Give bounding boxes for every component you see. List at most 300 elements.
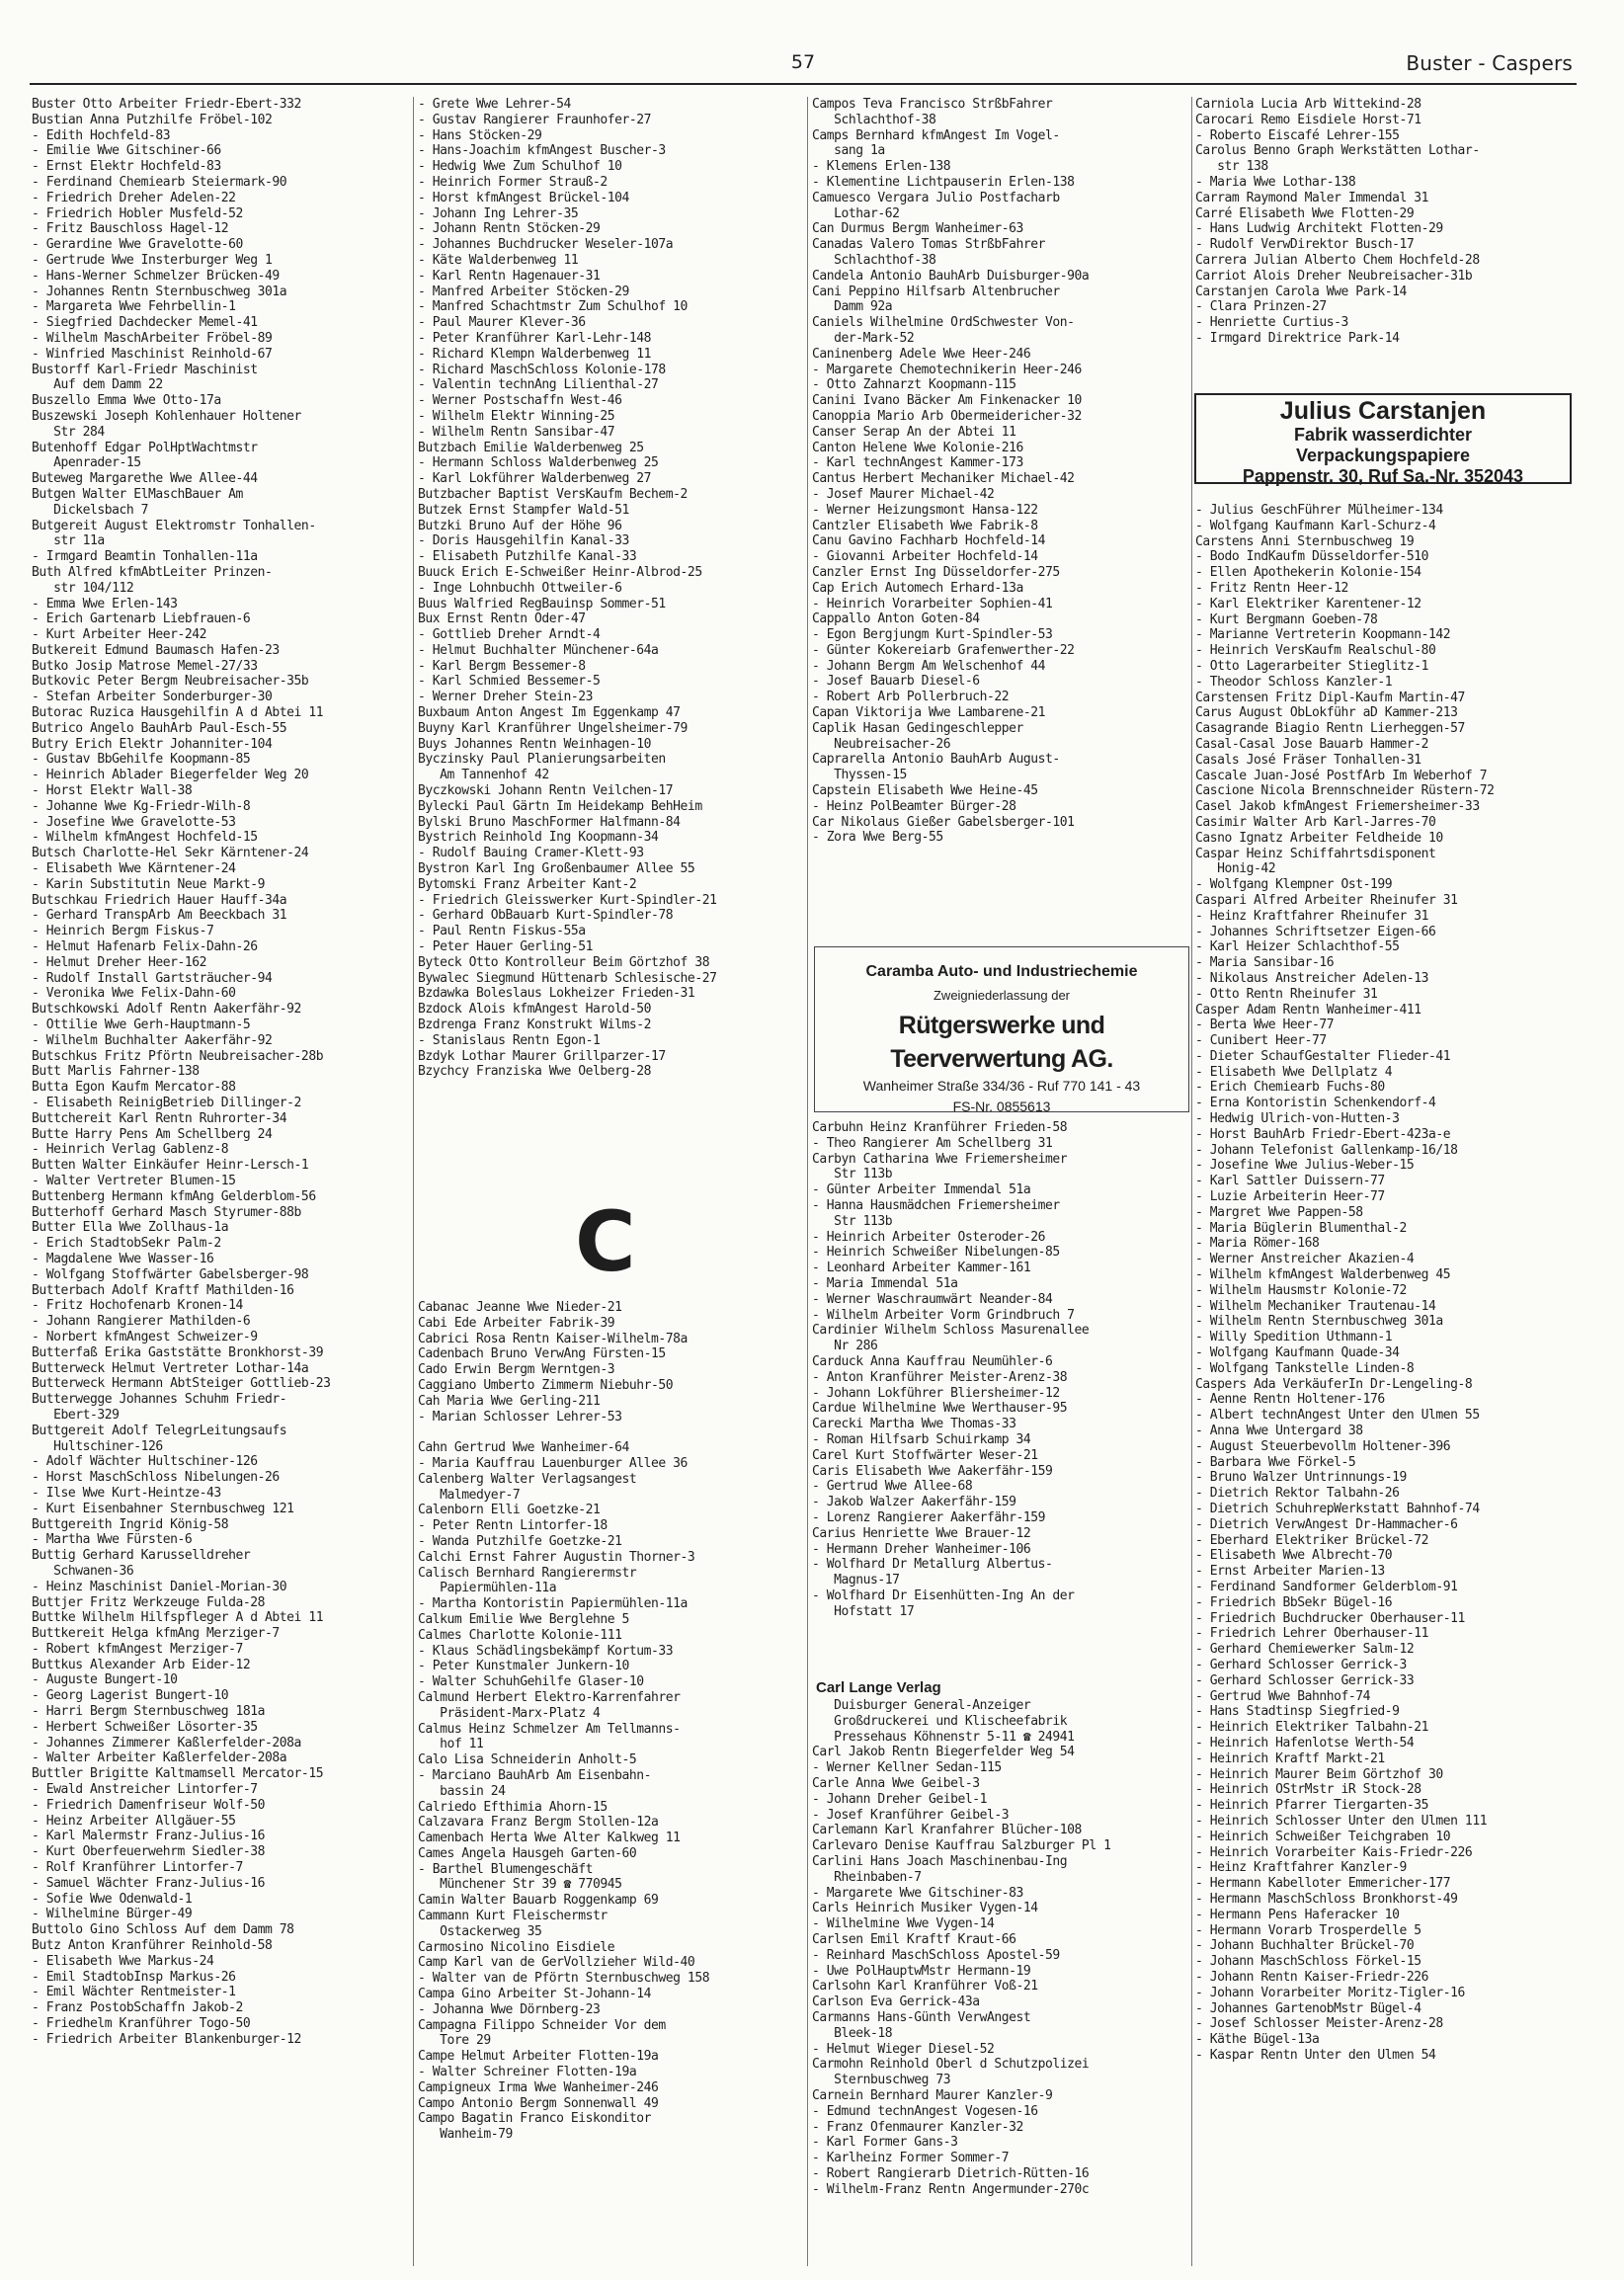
directory-entry: Candela Antonio BauhArb Duisburger-90a xyxy=(812,268,1090,284)
directory-entry: - Heinrich Schlosser Unter den Ulmen 111 xyxy=(1195,1813,1488,1829)
directory-entry: Bleek-18 xyxy=(812,2025,893,2041)
directory-entry: - Adolf Wächter Hultschiner-126 xyxy=(32,1454,258,1470)
directory-entry: - Wilhelm Rentn Sansibar-47 xyxy=(418,424,615,440)
directory-entry: Carlson Eva Gerrick-43a xyxy=(812,1995,980,2010)
directory-entry xyxy=(418,1425,805,1440)
directory-entry: Caspers Ada VerkäuferIn Dr-Lengeling-8 xyxy=(1195,1376,1473,1392)
directory-entry: Camps Bernhard kfmAngest Im Vogel- xyxy=(812,127,1060,143)
directory-entry: Großdruckerei und Klischeefabrik xyxy=(812,1713,1068,1729)
directory-entry: Buteweg Margarethe Wwe Allee-44 xyxy=(32,471,258,487)
directory-entry: Carrera Julian Alberto Chem Hochfeld-28 xyxy=(1195,252,1480,268)
directory-entry: - Heinrich Former Strauß-2 xyxy=(418,174,608,190)
directory-entry: Tore 29 xyxy=(418,2033,491,2049)
directory-entry: - Heinrich Maurer Beim Görtzhof 30 xyxy=(1195,1766,1443,1782)
directory-entry: - Wilhelm Elektr Winning-25 xyxy=(418,408,615,424)
directory-entry: - Willy Spedition Uthmann-1 xyxy=(1195,1330,1393,1345)
directory-entry: - Erich Chemiearb Fuchs-80 xyxy=(1195,1080,1385,1096)
directory-entry: - Paul Maurer Klever-36 xyxy=(418,315,586,331)
directory-entry: - Margarete Chemotechnikerin Heer-246 xyxy=(812,362,1082,377)
directory-entry: - Friedrich BbSekr Bügel-16 xyxy=(1195,1594,1393,1610)
directory-entry: Buth Alfred kfmAbtLeiter Prinzen- xyxy=(32,564,273,580)
directory-entry: Schlachthof-38 xyxy=(812,252,936,268)
directory-column-3-lange xyxy=(812,1698,1191,2270)
directory-entry: Canzler Ernst Ing Düsseldorfer-275 xyxy=(812,564,1060,580)
directory-entry: - Heinz Kraftfahrer Rheinufer 31 xyxy=(1195,908,1429,924)
directory-entry: - Ewald Anstreicher Lintorfer-7 xyxy=(32,1782,258,1798)
directory-entry: - Albert technAngest Unter den Ulmen 55 xyxy=(1195,1408,1480,1424)
directory-column-1 xyxy=(32,97,409,2270)
directory-entry: Butzbach Emilie Walderbenweg 25 xyxy=(418,440,644,455)
directory-entry: Caspar Heinz Schiffahrtsdisponent xyxy=(1195,846,1436,861)
directory-entry: Caprarella Antonio BauhArb August- xyxy=(812,752,1060,768)
directory-entry: Cascale Juan-José PostfArb Im Weberhof 7 xyxy=(1195,768,1488,783)
directory-entry: Butgereit August Elektromstr Tonhallen- xyxy=(32,518,316,533)
directory-entry: - Paul Rentn Fiskus-55a xyxy=(418,924,586,939)
directory-entry: Caplik Hasan Gedingeschlepper xyxy=(812,720,1023,736)
directory-entry: - Friedrich Damenfriseur Wolf-50 xyxy=(32,1797,266,1813)
directory-entry: Calenberg Walter Verlagsangest xyxy=(418,1471,637,1487)
publisher-heading: Carl Lange Verlag xyxy=(816,1679,941,1696)
directory-entry: Münchener Str 39 ☎ 770945 xyxy=(418,1877,622,1893)
directory-entry: - Heinrich Elektriker Talbahn-21 xyxy=(1195,1720,1429,1736)
directory-entry: Butta Egon Kaufm Mercator-88 xyxy=(32,1080,236,1096)
directory-entry: - Wilhelm kfmAngest Walderbenweg 45 xyxy=(1195,1267,1451,1283)
directory-entry: - Wilhelm kfmAngest Hochfeld-15 xyxy=(32,830,258,846)
directory-entry: Butterfaß Erika Gaststätte Bronkhorst-39 xyxy=(32,1344,324,1360)
directory-entry: - Barbara Wwe Förkel-5 xyxy=(1195,1454,1356,1470)
directory-entry: - Ottilie Wwe Gerh-Hauptmann-5 xyxy=(32,1018,251,1033)
directory-entry: Nr 286 xyxy=(812,1339,878,1354)
directory-entry: - Dietrich Rektor Talbahn-26 xyxy=(1195,1486,1400,1502)
directory-entry: - Sofie Wwe Odenwald-1 xyxy=(32,1891,193,1907)
directory-entry: Str 113b xyxy=(812,1213,893,1229)
directory-entry: - Ellen Apothekerin Kolonie-154 xyxy=(1195,565,1421,581)
directory-entry: Buttenberg Hermann kfmAng Gelderblom-56 xyxy=(32,1188,316,1204)
directory-entry: - Werner Kellner Sedan-115 xyxy=(812,1760,1002,1776)
directory-entry: Carl Jakob Rentn Biegerfelder Weg 54 xyxy=(812,1745,1075,1760)
directory-entry: Buttolo Gino Schloss Auf dem Damm 78 xyxy=(32,1922,294,1938)
directory-entry: - Johann Lokführer Bliersheimer-12 xyxy=(812,1385,1060,1401)
directory-entry: - Gottlieb Dreher Arndt-4 xyxy=(418,627,601,643)
directory-entry: - Wolfgang Klempner Ost-199 xyxy=(1195,877,1393,893)
directory-entry: - Heinrich Pfarrer Tiergarten-35 xyxy=(1195,1798,1429,1814)
directory-entry: - Johannes GartenobMstr Bügel-4 xyxy=(1195,2000,1421,2016)
directory-entry: - Richard Klempn Walderbenweg 11 xyxy=(418,346,652,362)
directory-entry: - Gerhard Chemiewerker Salm-12 xyxy=(1195,1642,1415,1658)
directory-entry: - Helmut Wieger Diesel-52 xyxy=(812,2041,995,2057)
directory-entry: - Stefan Arbeiter Sonderburger-30 xyxy=(32,690,273,705)
directory-entry: - Maria Römer-168 xyxy=(1195,1236,1320,1252)
directory-entry: - Winfried Maschinist Reinhold-67 xyxy=(32,346,273,362)
directory-entry: - Elisabeth ReinigBetrieb Dillinger-2 xyxy=(32,1096,301,1110)
directory-entry: - Maria Kauffrau Lauenburger Allee 36 xyxy=(418,1455,688,1471)
directory-entry: - Elisabeth Wwe Dellplatz 4 xyxy=(1195,1064,1393,1080)
directory-entry: - Walter Schreiner Flotten-19a xyxy=(418,2065,637,2080)
directory-entry: Bzdawka Boleslaus Lokheizer Frieden-31 xyxy=(418,986,695,1002)
directory-entry: - Wolfhard Dr Metallurg Albertus- xyxy=(812,1557,1053,1573)
directory-entry: Car Nikolaus Gießer Gabelsberger-101 xyxy=(812,814,1075,830)
directory-entry: - Horst kfmAngest Brückel-104 xyxy=(418,190,629,205)
directory-entry: - Robert Arb Pollerbruch-22 xyxy=(812,690,1010,705)
directory-entry: Butzki Bruno Auf der Höhe 96 xyxy=(418,518,622,533)
directory-entry: - Karl Malermstr Franz-Julius-16 xyxy=(32,1829,266,1844)
directory-entry: Cabrici Rosa Rentn Kaiser-Wilhelm-78a xyxy=(418,1331,688,1346)
directory-entry: - Johann Buchhalter Brückel-70 xyxy=(1195,1938,1415,1954)
directory-entry: Carolus Benno Graph Werkstätten Lothar- xyxy=(1195,143,1480,159)
directory-entry: Carstanjen Carola Wwe Park-14 xyxy=(1195,284,1407,299)
directory-entry: Byczkowski Johann Rentn Veilchen-17 xyxy=(418,783,674,799)
directory-entry: Butzek Ernst Stampfer Wald-51 xyxy=(418,502,629,518)
directory-entry: Cap Erich Automech Erhard-13a xyxy=(812,580,1023,596)
directory-entry: bassin 24 xyxy=(418,1783,506,1799)
directory-entry: Capan Viktorija Wwe Lambarene-21 xyxy=(812,705,1046,721)
directory-entry: Hofstatt 17 xyxy=(812,1603,915,1619)
directory-entry: Butrico Angelo BauhArb Paul-Esch-55 xyxy=(32,720,287,736)
directory-entry: Cantzler Elisabeth Wwe Fabrik-8 xyxy=(812,518,1038,533)
directory-entry: - Rudolf Bauing Cramer-Klett-93 xyxy=(418,846,644,861)
directory-entry: - Rolf Kranführer Lintorfer-7 xyxy=(32,1860,243,1876)
directory-entry: - Kaspar Rentn Unter den Ulmen 54 xyxy=(1195,2047,1436,2063)
directory-entry: Buszello Emma Wwe Otto-17a xyxy=(32,393,221,409)
directory-entry: - Karl Elektriker Karentener-12 xyxy=(1195,596,1421,611)
directory-entry: - Edmund technAngest Vogesen-16 xyxy=(812,2103,1038,2119)
directory-entry: - Maria Sansibar-16 xyxy=(1195,955,1335,971)
directory-entry: - Erna Kontoristin Schenkendorf-4 xyxy=(1195,1096,1436,1111)
directory-entry: - Karl Schmied Bessemer-5 xyxy=(418,674,601,690)
directory-entry: Campa Gino Arbeiter St-Johann-14 xyxy=(418,1987,652,2002)
directory-entry: Butter Ella Wwe Zollhaus-1a xyxy=(32,1220,229,1236)
directory-entry: - Clara Prinzen-27 xyxy=(1195,299,1327,315)
directory-entry: - Grete Wwe Lehrer-54 xyxy=(418,97,571,112)
directory-entry: - Siegfried Dachdecker Memel-41 xyxy=(32,315,258,331)
directory-entry: - Veronika Wwe Felix-Dahn-60 xyxy=(32,986,236,1002)
directory-entry: Butry Erich Elektr Johanniter-104 xyxy=(32,736,273,752)
directory-entry: Canadas Valero Tomas StrßbFahrer xyxy=(812,237,1046,253)
directory-entry: Caris Elisabeth Wwe Aakerfähr-159 xyxy=(812,1463,1053,1479)
directory-entry: Wanheim-79 xyxy=(418,2127,513,2143)
directory-entry: Cardinier Wilhelm Schloss Masurenallee xyxy=(812,1323,1090,1339)
directory-entry: - Friedrich Gleisswerker Kurt-Spindler-21 xyxy=(418,892,717,908)
directory-entry: - Fritz Bauschloss Hagel-12 xyxy=(32,221,229,237)
directory-entry: Byczinsky Paul Planierungsarbeiten xyxy=(418,752,666,768)
directory-entry: Buys Johannes Rentn Weinhagen-10 xyxy=(418,736,652,752)
directory-entry: - Helmut Hafenarb Felix-Dahn-26 xyxy=(32,939,258,955)
directory-entry: der-Mark-52 xyxy=(812,330,915,346)
directory-entry: Cardue Wilhelmine Wwe Werthauser-95 xyxy=(812,1401,1068,1417)
directory-entry: - Uwe PolHauptwMstr Hermann-19 xyxy=(812,1963,1031,1979)
directory-entry: Malmedyer-7 xyxy=(418,1487,521,1503)
directory-entry: - Hermann Vorarb Trosperdelle 5 xyxy=(1195,1922,1421,1938)
directory-entry: - Wilhelmine Wwe Vygen-14 xyxy=(812,1916,995,1932)
directory-entry: Carlsen Emil Kraftf Kraut-66 xyxy=(812,1931,1016,1947)
directory-entry: - Friedrich Dreher Adelen-22 xyxy=(32,190,236,205)
directory-entry: - Margret Wwe Pappen-58 xyxy=(1195,1204,1363,1220)
directory-entry: Cahn Gertrud Wwe Wanheimer-64 xyxy=(418,1440,629,1456)
directory-entry: - Martha Kontoristin Papiermühlen-11a xyxy=(418,1596,688,1612)
directory-entry: Hultschiner-126 xyxy=(32,1438,163,1454)
directory-entry: Calzavara Franz Bergm Stollen-12a xyxy=(418,1815,659,1831)
directory-entry: Butz Anton Kranführer Reinhold-58 xyxy=(32,1938,273,1954)
directory-entry: - Franz Ofenmaurer Kanzler-32 xyxy=(812,2119,1023,2135)
directory-entry: - Emil Wächter Rentmeister-1 xyxy=(32,1985,236,2000)
directory-entry: Carniola Lucia Arb Wittekind-28 xyxy=(1195,97,1421,112)
directory-entry: Butko Josip Matrose Memel-27/33 xyxy=(32,658,258,674)
directory-entry: - Hans-Werner Schmelzer Brücken-49 xyxy=(32,268,280,284)
directory-entry: - Hans Stadtinsp Siegfried-9 xyxy=(1195,1704,1400,1720)
column-divider xyxy=(1191,97,1192,2266)
directory-entry: - Karin Substitutin Neue Markt-9 xyxy=(32,876,266,892)
directory-entry: - Heinrich Schweißer Nibelungen-85 xyxy=(812,1245,1060,1261)
directory-entry: - Günter Kokereiarb Grafenwerther-22 xyxy=(812,642,1075,658)
directory-entry: Cantus Herbert Mechaniker Michael-42 xyxy=(812,471,1075,487)
directory-entry: - Josefine Wwe Julius-Weber-15 xyxy=(1195,1158,1415,1174)
directory-entry: Bzdock Alois kfmAngest Harold-50 xyxy=(418,1002,652,1018)
directory-entry: - Hermann MaschSchloss Bronkhorst-49 xyxy=(1195,1891,1458,1907)
directory-entry: Duisburger General-Anzeiger xyxy=(812,1698,1031,1713)
directory-entry: - Theodor Schloss Kanzler-1 xyxy=(1195,674,1393,690)
directory-entry: Camp Karl van de GerVollzieher Wild-40 xyxy=(418,1955,695,1971)
directory-entry: Ebert-329 xyxy=(32,1407,120,1423)
directory-entry: - Maria Büglerin Blumenthal-2 xyxy=(1195,1220,1407,1236)
directory-entry: - Josef Kranführer Geibel-3 xyxy=(812,1807,1010,1823)
directory-entry: - Marian Schlosser Lehrer-53 xyxy=(418,1409,622,1425)
directory-entry: - Horst Elektr Wall-38 xyxy=(32,783,193,799)
directory-entry: - Günter Arbeiter Immendal 51a xyxy=(812,1182,1031,1198)
directory-entry: - Werner Anstreicher Akazien-4 xyxy=(1195,1252,1415,1267)
directory-entry: Pressehaus Köhnenstr 5-11 ☎ 24941 xyxy=(812,1729,1075,1745)
directory-entry: - Klaus Schädlingsbekämpf Kortum-33 xyxy=(418,1643,674,1659)
directory-entry: - Doris Hausgehilfin Kanal-33 xyxy=(418,533,629,549)
directory-entry: Carecki Martha Wwe Thomas-33 xyxy=(812,1417,1016,1432)
directory-entry: Bylski Bruno MaschFormer Halfmann-84 xyxy=(418,814,681,830)
directory-entry: Butterweck Hermann AbtSteiger Gottlieb-23 xyxy=(32,1376,331,1392)
directory-entry: - Barthel Blumengeschäft xyxy=(418,1861,594,1877)
ad-line: Fabrik wasserdichter xyxy=(1293,425,1473,445)
directory-entry: - Karl Rentn Hagenauer-31 xyxy=(418,268,601,284)
directory-entry: - Inge Lohnbuchh Ottweiler-6 xyxy=(418,580,622,596)
directory-entry: Butt Marlis Fahrner-138 xyxy=(32,1064,200,1080)
directory-entry: Cabanac Jeanne Wwe Nieder-21 xyxy=(418,1300,622,1315)
directory-entry: - Giovanni Arbeiter Hochfeld-14 xyxy=(812,549,1038,565)
directory-entry: - Georg Lagerist Bungert-10 xyxy=(32,1688,229,1704)
directory-entry: - Elisabeth Putzhilfe Kanal-33 xyxy=(418,549,637,565)
directory-entry: - Kurt Arbeiter Heer-242 xyxy=(32,627,207,643)
directory-entry: - Ferdinand Chemiearb Steiermark-90 xyxy=(32,174,287,190)
directory-entry: - Walter van de Pförtn Sternbuschweg 158 xyxy=(418,1971,710,1987)
directory-entry: Casno Ignatz Arbeiter Feldheide 10 xyxy=(1195,830,1443,846)
directory-entry: - Edith Hochfeld-83 xyxy=(32,127,171,143)
directory-entry: Papiermühlen-11a xyxy=(418,1581,557,1596)
directory-entry: Calmes Charlotte Kolonie-111 xyxy=(418,1627,622,1643)
directory-entry: Neubreisacher-26 xyxy=(812,736,951,752)
directory-entry: - Walter Vertreter Blumen-15 xyxy=(32,1173,236,1188)
directory-entry: Str 113b xyxy=(812,1167,893,1182)
directory-entry: Bystron Karl Ing Großenbaumer Allee 55 xyxy=(418,861,695,877)
directory-entry: Buster Otto Arbeiter Friedr-Ebert-332 xyxy=(32,97,301,112)
directory-entry: Carbuhn Heinz Kranführer Frieden-58 xyxy=(812,1120,1068,1135)
directory-entry: - Elisabeth Wwe Kärntener-24 xyxy=(32,861,236,877)
directory-entry: Butschkus Fritz Pförtn Neubreisacher-28b xyxy=(32,1048,324,1064)
directory-entry: Schwanen-36 xyxy=(32,1563,134,1579)
directory-entry: - Heinrich Hafenlotse Werth-54 xyxy=(1195,1735,1415,1751)
directory-entry: sang 1a xyxy=(812,143,885,159)
directory-entry: Carlini Hans Joach Maschinenbau-Ing xyxy=(812,1853,1068,1869)
running-head: Buster - Caspers xyxy=(1406,51,1573,75)
directory-entry: - Ernst Elektr Hochfeld-83 xyxy=(32,159,221,175)
directory-entry: Carlsohn Karl Kranführer Voß-21 xyxy=(812,1979,1038,1995)
directory-entry: Cappallo Anton Goten-84 xyxy=(812,611,980,627)
directory-entry: - Johann Ing Lehrer-35 xyxy=(418,205,579,221)
directory-entry: - Wolfgang Stoffwärter Gabelsberger-98 xyxy=(32,1266,309,1282)
directory-entry: - Johanna Wwe Dörnberg-23 xyxy=(418,2001,601,2017)
directory-entry: - Hans Stöcken-29 xyxy=(418,127,542,143)
directory-entry: Cado Erwin Bergm Werntgen-3 xyxy=(418,1362,615,1378)
directory-entry: - Johannes Schriftsetzer Eigen-66 xyxy=(1195,924,1436,939)
directory-entry: Carius Henriette Wwe Brauer-12 xyxy=(812,1525,1031,1541)
directory-entry: - Rudolf VerwDirektor Busch-17 xyxy=(1195,237,1415,253)
directory-entry: Calkum Emilie Wwe Berglehne 5 xyxy=(418,1611,629,1627)
directory-entry: - Johann Telefonist Gallenkamp-16/18 xyxy=(1195,1142,1458,1158)
directory-entry: - Ernst Arbeiter Marien-13 xyxy=(1195,1564,1385,1580)
directory-entry: Bustorff Karl-Friedr Maschinist xyxy=(32,362,258,377)
directory-entry: - Heinrich Schweißer Teichgraben 10 xyxy=(1195,1829,1451,1844)
directory-entry: - Elisabeth Wwe Albrecht-70 xyxy=(1195,1548,1393,1564)
directory-entry: str 11a xyxy=(32,533,105,549)
directory-entry: - Josef Schlosser Meister-Arenz-28 xyxy=(1195,2016,1443,2032)
directory-entry: - Hermann Pens Haferacker 10 xyxy=(1195,1907,1400,1922)
directory-entry: - Emilie Wwe Gitschiner-66 xyxy=(32,143,221,159)
directory-entry: - Magdalene Wwe Wasser-16 xyxy=(32,1251,214,1266)
directory-entry: - Johann Vorarbeiter Moritz-Tigler-16 xyxy=(1195,1985,1465,2000)
directory-entry: Apenrader-15 xyxy=(32,455,141,471)
directory-entry: - Fritz Hochofenarb Kronen-14 xyxy=(32,1298,243,1314)
directory-entry: - Heinrich Verlag Gablenz-8 xyxy=(32,1142,229,1158)
directory-entry: - Hans Ludwig Architekt Flotten-29 xyxy=(1195,221,1443,237)
directory-entry: Butterbach Adolf Kraftf Mathilden-16 xyxy=(32,1282,294,1298)
directory-entry: Campagna Filippo Schneider Vor dem xyxy=(418,2017,666,2033)
directory-entry: - Stanislaus Rentn Egon-1 xyxy=(418,1032,601,1048)
directory-entry: - Heinrich Bergm Fiskus-7 xyxy=(32,924,214,939)
directory-entry: - Hermann Kabelloter Emmericher-177 xyxy=(1195,1876,1451,1892)
directory-entry: - Johann MaschSchloss Förkel-15 xyxy=(1195,1954,1421,1970)
advertisement-carstanjen xyxy=(1194,393,1572,484)
directory-entry: Butsch Charlotte-Hel Sekr Kärntener-24 xyxy=(32,846,309,861)
directory-entry: Carocari Remo Eisdiele Horst-71 xyxy=(1195,112,1421,127)
directory-entry: Casagrande Biagio Rentn Lierheggen-57 xyxy=(1195,721,1465,737)
directory-entry: - Kurt Bergmann Goeben-78 xyxy=(1195,611,1378,627)
directory-entry: - Otto Lagerarbeiter Stieglitz-1 xyxy=(1195,658,1429,674)
directory-entry: - Rudolf Install Gartsträucher-94 xyxy=(32,970,273,986)
directory-entry: Byteck Otto Kontrolleur Beim Görtzhof 38 xyxy=(418,954,710,970)
directory-entry: - Wolfhard Dr Eisenhütten-Ing An der xyxy=(812,1588,1075,1603)
directory-entry: Canu Gavino Fachharb Hochfeld-14 xyxy=(812,533,1046,549)
directory-entry: - Elisabeth Wwe Markus-24 xyxy=(32,1953,214,1969)
directory-entry: Butterhoff Gerhard Masch Styrumer-88b xyxy=(32,1204,301,1220)
directory-entry: Carmanns Hans-Günth VerwAngest xyxy=(812,2009,1031,2025)
directory-entry: - Johannes Rentn Sternbuschweg 301a xyxy=(32,284,287,299)
directory-entry: Cames Angela Hausgeh Garten-60 xyxy=(418,1845,637,1861)
directory-entry: - Wolfgang Kaufmann Quade-34 xyxy=(1195,1345,1400,1361)
directory-entry: Butte Harry Pens Am Schellberg 24 xyxy=(32,1126,273,1142)
directory-entry: Buttchereit Karl Rentn Ruhrorter-34 xyxy=(32,1110,287,1126)
directory-entry: Butzbacher Baptist VersKaufm Bechem-2 xyxy=(418,486,688,502)
directory-column-3-continued xyxy=(812,1120,1191,1673)
directory-entry: Butenhoff Edgar PolHptWachtmstr xyxy=(32,440,258,455)
directory-entry: Damm 92a xyxy=(812,299,893,315)
directory-entry: - Friedrich Hobler Musfeld-52 xyxy=(32,205,243,221)
directory-entry: - Aenne Rentn Holtener-176 xyxy=(1195,1392,1385,1408)
directory-entry: Cah Maria Wwe Gerling-211 xyxy=(418,1393,601,1409)
directory-entry: - Walter Arbeiter Kaßlerfelder-208a xyxy=(32,1751,287,1766)
directory-entry: - Johann Dreher Geibel-1 xyxy=(812,1791,988,1807)
directory-entry: - Gerardine Wwe Gravelotte-60 xyxy=(32,237,243,253)
directory-entry: Caninenberg Adele Wwe Heer-246 xyxy=(812,346,1031,362)
directory-entry: Cammann Kurt Fleischermstr xyxy=(418,1909,608,1924)
directory-entry: Carus August ObLokführ aD Kammer-213 xyxy=(1195,705,1458,721)
directory-entry: - Gertrude Wwe Insterburger Weg 1 xyxy=(32,252,273,268)
directory-entry: Bystrich Reinhold Ing Koopmann-34 xyxy=(418,830,659,846)
directory-entry: - Maria Immendal 51a xyxy=(812,1275,958,1291)
directory-entry: - Wilhelm MaschArbeiter Fröbel-89 xyxy=(32,330,273,346)
directory-entry: Can Durmus Bergm Wanheimer-63 xyxy=(812,221,1023,237)
directory-entry: Buttgereit Adolf TelegrLeitungsaufs xyxy=(32,1423,287,1438)
directory-entry: Schlachthof-38 xyxy=(812,112,936,127)
directory-entry: - Auguste Bungert-10 xyxy=(32,1672,178,1688)
directory-entry: - Werner Postschaffn West-46 xyxy=(418,393,622,409)
directory-entry: - Helmut Dreher Heer-162 xyxy=(32,954,207,970)
advertisement-caramba xyxy=(814,946,1189,1112)
directory-entry: - Gerhard Schlosser Gerrick-33 xyxy=(1195,1672,1415,1688)
directory-entry: Carmohn Reinhold Oberl d Schutzpolizei xyxy=(812,2057,1090,2073)
directory-entry: - Eberhard Elektriker Brückel-72 xyxy=(1195,1532,1429,1548)
directory-entry: - Johannes Buchdrucker Weseler-107a xyxy=(418,237,674,253)
directory-entry: - Gertrud Wwe Allee-68 xyxy=(812,1479,973,1495)
directory-entry: Thyssen-15 xyxy=(812,768,907,783)
directory-entry: Campigneux Irma Wwe Wanheimer-246 xyxy=(418,2079,659,2095)
directory-entry: Carré Elisabeth Wwe Flotten-29 xyxy=(1195,205,1415,221)
directory-entry: - Gerhard TranspArb Am Beeckbach 31 xyxy=(32,908,287,924)
ad-address: Pappenstr. 30, Ruf Sa.-Nr. 352043 xyxy=(1242,466,1524,486)
directory-entry: Casel Jakob kfmAngest Friemersheimer-33 xyxy=(1195,799,1480,815)
directory-entry: Carls Heinrich Musiker Vygen-14 xyxy=(812,1901,1038,1916)
directory-entry: - Nikolaus Anstreicher Adelen-13 xyxy=(1195,970,1429,986)
directory-entry: Calenborn Elli Goetzke-21 xyxy=(418,1503,601,1518)
directory-entry: Bytomski Franz Arbeiter Kant-2 xyxy=(418,876,637,892)
directory-entry: Capstein Elisabeth Wwe Heine-45 xyxy=(812,783,1038,799)
directory-entry: - August Steuerbevollm Holtener-396 xyxy=(1195,1438,1451,1454)
directory-entry: Buxbaum Anton Angest Im Eggenkamp 47 xyxy=(418,705,681,721)
directory-entry: Bzdrenga Franz Konstrukt Wilms-2 xyxy=(418,1018,652,1033)
directory-entry: Bzdyk Lothar Maurer Grillparzer-17 xyxy=(418,1048,666,1064)
directory-entry: - Manfred Schachtmstr Zum Schulhof 10 xyxy=(418,299,688,315)
directory-entry: - Dietrich VerwAngest Dr-Hammacher-6 xyxy=(1195,1516,1458,1532)
directory-entry: - Werner Heizungsmont Hansa-122 xyxy=(812,502,1038,518)
directory-entry: - Wilhelm-Franz Rentn Angermunder-270c xyxy=(812,2181,1090,2197)
directory-entry: - Johann Rentn Stöcken-29 xyxy=(418,221,601,237)
directory-entry: - Roberto Eiscafé Lehrer-155 xyxy=(1195,127,1400,143)
directory-entry: - Emma Wwe Erlen-143 xyxy=(32,596,178,611)
directory-entry: - Walter SchuhGehilfe Glaser-10 xyxy=(418,1674,644,1690)
directory-entry: Canton Helene Wwe Kolonie-216 xyxy=(812,440,1023,455)
directory-entry: - Gerhard ObBauarb Kurt-Spindler-78 xyxy=(418,908,674,924)
directory-entry: Casal-Casal Jose Bauarb Hammer-2 xyxy=(1195,736,1429,752)
directory-entry: Buttkereit Helga kfmAng Merziger-7 xyxy=(32,1626,280,1642)
directory-entry: Buttkus Alexander Arb Eider-12 xyxy=(32,1657,251,1672)
directory-entry: Carle Anna Wwe Geibel-3 xyxy=(812,1775,980,1791)
directory-entry: - Wilhelm Hausmstr Kolonie-72 xyxy=(1195,1282,1407,1298)
directory-entry: - Horst MaschSchloss Nibelungen-26 xyxy=(32,1470,280,1486)
directory-entry: Canser Serap An der Abtei 11 xyxy=(812,424,1016,440)
